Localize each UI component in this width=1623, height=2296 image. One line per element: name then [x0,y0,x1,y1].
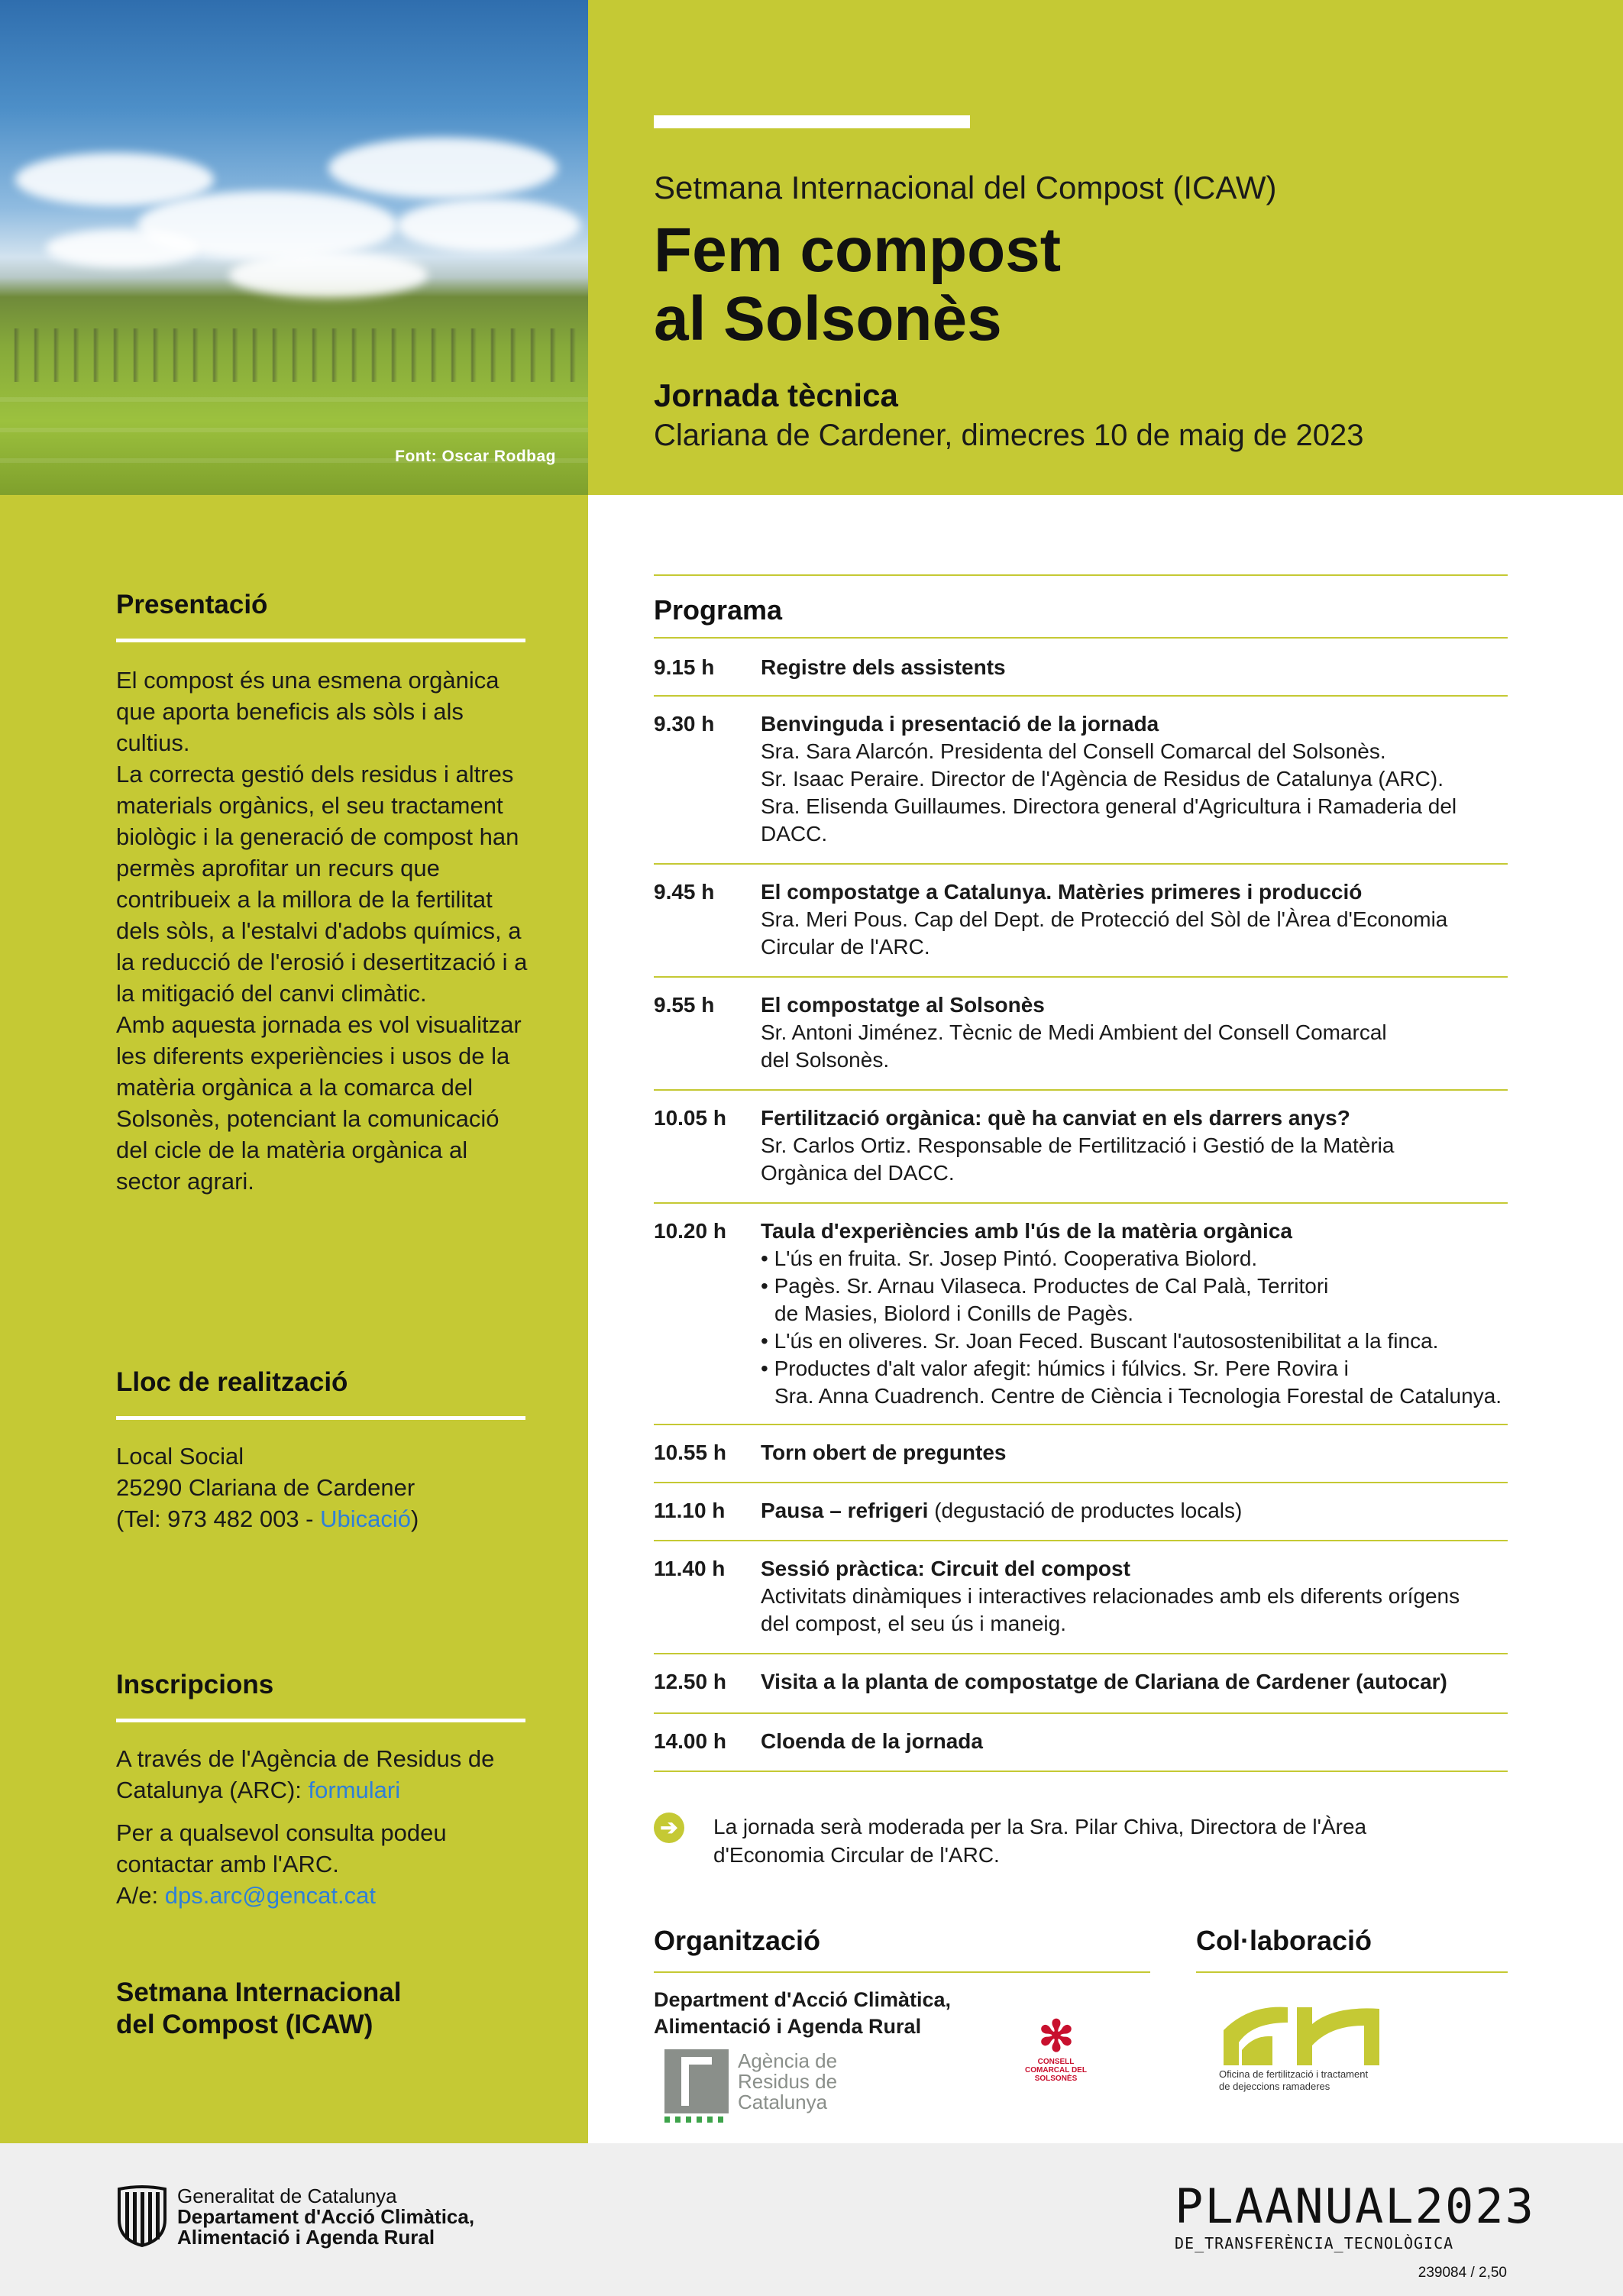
programme-detail: Activitats dinàmiques i interactives relacionades amb els diferents orígens [761,1584,1460,1608]
venue-phone-close: ) [411,1505,419,1532]
title-line-1: Fem compost [654,215,1062,285]
programme-heading [761,654,1509,681]
programme-body [761,1728,1509,1755]
arc-logo [664,2049,855,2126]
programme-detail: • Pagès. Sr. Arnau Vilaseca. Productes de Cal Palà, Territori [761,1274,1329,1298]
programme-time: 11.40 h [654,1557,726,1580]
left-footer-title-line-2: del Compost (ICAW) [116,2010,373,2039]
programme-divider [654,695,1508,697]
programme-detail: Sr. Isaac Peraire. Director de l'Agència de Residus de Catalunya (ARC). [761,767,1444,791]
venue-line-3 [116,1503,559,1534]
presentation-rule [116,639,525,642]
programme-body [761,1439,1509,1467]
programme-divider [654,1653,1508,1654]
programme-heading [761,710,1509,738]
programme-heading-text: El compostatge al Solsonès [761,993,1045,1017]
hero-landscape-photo [0,0,588,495]
programme-heading-extra: (degustació de productes locals) [928,1499,1243,1522]
venue-phone: (Tel: 973 482 003 - [116,1505,321,1532]
event-series: Setmana Internacional del Compost (ICAW) [654,170,1277,205]
programme-detail: Sra. Meri Pous. Cap del Dept. de Protecció del Sòl de l'Àrea d'Economia [761,907,1448,931]
programme-detail: del compost, el seu ús i maneig. [761,1612,1066,1635]
organisation-title: Organització [654,1925,821,1956]
venue-text [116,1441,559,1534]
programme-divider [654,1089,1508,1091]
generalitat-logo [116,2184,168,2247]
programme-detail: Sra. Sara Alarcón. Presidenta del Consell Comarcal del Solsonès. [761,739,1386,763]
programme-rule [654,637,1508,639]
programme-heading-text: El compostatge a Catalunya. Matèries primeres i producció [761,880,1363,904]
form-link[interactable]: formulari [308,1777,401,1803]
programme-heading [761,1668,1509,1696]
moderator-note-line-2: d'Economia Circular de l'ARC. [713,1843,1000,1867]
generalitat-department-1: Departament d'Acció Climàtica, [177,2205,475,2228]
programme-title: Programa [654,594,783,626]
registration-email [116,1880,544,1911]
registration-prefix: A través de l'Agència de Residus de Catalunya (ARC): [116,1745,495,1803]
programme-divider [654,976,1508,978]
organisation-rule [654,1971,1150,1973]
generalitat-name: Generalitat de Catalunya [177,2184,397,2207]
registration-contact: Per a qualsevol consulta podeu contactar amb l'ARC. [116,1819,447,1877]
programme-detail: Circular de l'ARC. [761,935,930,959]
left-footer-title-line-1: Setmana Internacional [116,1977,402,2007]
email-link[interactable]: dps.arc@gencat.cat [164,1882,376,1909]
location-link[interactable]: Ubicació [320,1505,412,1532]
programme-heading [761,1728,1509,1755]
programme-body [761,1218,1509,1410]
oficina-logo-text [1219,2068,1368,2093]
programme-body [761,878,1509,961]
registration-line-2 [116,1817,544,1880]
title-line-2: al Solsonès [654,284,1002,354]
registration-rule [116,1719,525,1722]
programme-detail: Sr. Carlos Ortiz. Responsable de Fertilització i Gestió de la Matèria [761,1133,1395,1157]
programme-heading-text: Cloenda de la jornada [761,1729,983,1753]
venue-title: Lloc de realització [116,1367,348,1397]
programme-body [761,1104,1509,1187]
programme-body [761,1668,1509,1696]
event-place-date: Clariana de Cardener, dimecres 10 de maig de 2023 [654,419,1364,452]
programme-time: 12.50 h [654,1670,726,1693]
programme-heading [761,991,1509,1019]
programme-time: 9.15 h [654,655,715,679]
programme-divider [654,1424,1508,1425]
programme-body [761,1555,1509,1638]
programme-heading [761,1218,1509,1245]
programme-heading-text: Pausa – refrigeri [761,1499,929,1522]
venue-line-2: 25290 Clariana de Cardener [116,1474,415,1501]
programme-divider [654,1540,1508,1541]
registration-line-1 [116,1743,544,1806]
programme-detail: del Solsonès. [761,1048,890,1072]
moderator-note-line-1: La jornada serà moderada per la Sra. Pilar Chiva, Directora de l'Àrea [713,1815,1367,1838]
programme-detail: DACC. [761,822,828,846]
organisation-department-line-1: Department d'Acció Climàtica, [654,1988,952,2011]
registration-text [116,1743,544,1911]
programme-time: 9.55 h [654,993,715,1017]
programme-divider [654,1202,1508,1204]
programme-time: 9.45 h [654,880,715,904]
programme-time: 9.30 h [654,712,715,736]
pla-anual-subtitle: DE_TRANSFERÈNCIA_TECNOLÒGICA [1175,2234,1454,2252]
generalitat-department-2: Alimentació i Agenda Rural [177,2226,435,2249]
programme-detail: • L'ús en oliveres. Sr. Joan Feced. Buscant l'autosostenibilitat a la finca. [761,1329,1439,1353]
oficina-logo-line-2: de dejeccions ramaderes [1219,2081,1330,2092]
programme-body [761,710,1509,848]
pla-anual-title: PLAANUAL2023 [1175,2178,1535,2234]
programme-heading [761,1104,1509,1132]
programme-heading-text: Benvinguda i presentació de la jornada [761,712,1159,736]
programme-time: 14.00 h [654,1729,726,1753]
left-footer-title [116,1977,401,2041]
photo-credit: Font: Oscar Rodbag [395,448,556,465]
programme-detail: Sr. Antoni Jiménez. Tècnic de Medi Ambient del Consell Comarcal [761,1020,1387,1044]
programme-time: 10.05 h [654,1106,726,1130]
programme-detail: Sra. Elisenda Guillaumes. Directora general d'Agricultura i Ramaderia del [761,794,1457,818]
programme-top-rule [654,574,1508,576]
programme-divider [654,863,1508,865]
email-prefix: A/e: [116,1882,165,1909]
programme-heading-text: Registre dels assistents [761,655,1006,679]
oficina-fertilitzacio-logo [1219,2000,1471,2091]
programme-heading-text: Torn obert de preguntes [761,1441,1007,1464]
arc-logo-mark [664,2049,729,2113]
organisation-department-line-2: Alimentació i Agenda Rural [654,2015,922,2038]
programme-detail: • L'ús en fruita. Sr. Josep Pintó. Cooperativa Biolord. [761,1247,1258,1270]
document-code: 239084 / 2,50 [1418,2265,1507,2281]
programme-divider [654,1771,1508,1772]
programme-detail: • Productes d'alt valor afegit: húmics i fúlvics. Sr. Pere Rovira i [761,1357,1349,1380]
programme-detail: Sra. Anna Cuadrench. Centre de Ciència i Tecnologia Forestal de Catalunya. [774,1384,1502,1408]
moderator-note [713,1813,1477,1869]
programme-heading-text: Fertilització orgànica: què ha canviat en els darrers anys? [761,1106,1350,1130]
oficina-logo-line-1: Oficina de fertilització i tractament [1219,2068,1369,2080]
header-rule [654,115,970,128]
arc-logo-dots [664,2117,729,2123]
arc-logo-line-3: Catalunya [738,2091,828,2113]
consell-logo-mark: ✻ [1038,2012,1075,2060]
arc-logo-line-2: Residus de [738,2070,838,2093]
arrow-right-icon: ➔ [654,1813,684,1843]
programme-time: 10.20 h [654,1219,726,1243]
generalitat-text [177,2186,474,2248]
venue-line-1: Local Social [116,1443,244,1470]
organisation-department [654,1987,1051,2040]
programme-divider [654,1712,1508,1714]
programme-body [761,991,1509,1074]
programme-heading-text: Taula d'experiències amb l'ús de la matèria orgànica [761,1219,1292,1243]
presentation-title: Presentació [116,590,268,619]
arc-logo-text [738,2051,837,2113]
page-title [654,216,1061,354]
presentation-paragraph: Amb aquesta jornada es vol visualitzar les diferents experiències i usos de la matèria orgànica a la comarca del Solsonès, potenciant la comunicació del cicle de la matèria orgànica al sector agrari. [116,1011,522,1195]
consell-comarcal-logo [1020,2013,1092,2086]
oficina-logo-mark [1219,2000,1385,2070]
arc-logo-line-1: Agència de [738,2049,838,2072]
programme-detail: Orgànica del DACC. [761,1161,955,1185]
consell-logo-text: CONSELL COMARCAL DEL SOLSONÈS [1025,2058,1087,2083]
collaboration-rule [1196,1971,1508,1973]
programme-body [761,1497,1509,1525]
presentation-text [116,665,529,1208]
event-type: Jornada tècnica [654,377,898,413]
programme-heading [761,1439,1509,1467]
programme-divider [654,1482,1508,1483]
programme-heading [761,878,1509,906]
presentation-paragraph: El compost és una esmena orgànica que aporta beneficis als sòls i als cultius. [116,667,500,756]
programme-heading [761,1497,1509,1525]
programme-time: 11.10 h [654,1499,726,1522]
programme-body [761,654,1509,681]
programme-heading-text: Visita a la planta de compostatge de Clariana de Cardener (autocar) [761,1670,1447,1693]
collaboration-title: Col·laboració [1196,1925,1372,1956]
venue-rule [116,1416,525,1420]
presentation-paragraph: La correcta gestió dels residus i altres materials orgànics, el seu tractament biològic i la generació de compost han permès aprofitar un recurs que contribueix a la millora de la fertilitat dels sòls, a l'estalvi d'adobs químics, a la reducció de l'erosió i desertització i a la mitigació del canvi climàtic. [116,761,528,1007]
programme-time: 10.55 h [654,1441,726,1464]
programme-detail: de Masies, Biolord i Conills de Pagès. [774,1302,1134,1325]
registration-title: Inscripcions [116,1670,274,1699]
programme-heading [761,1555,1509,1583]
programme-heading-text: Sessió pràctica: Circuit del compost [761,1557,1130,1580]
